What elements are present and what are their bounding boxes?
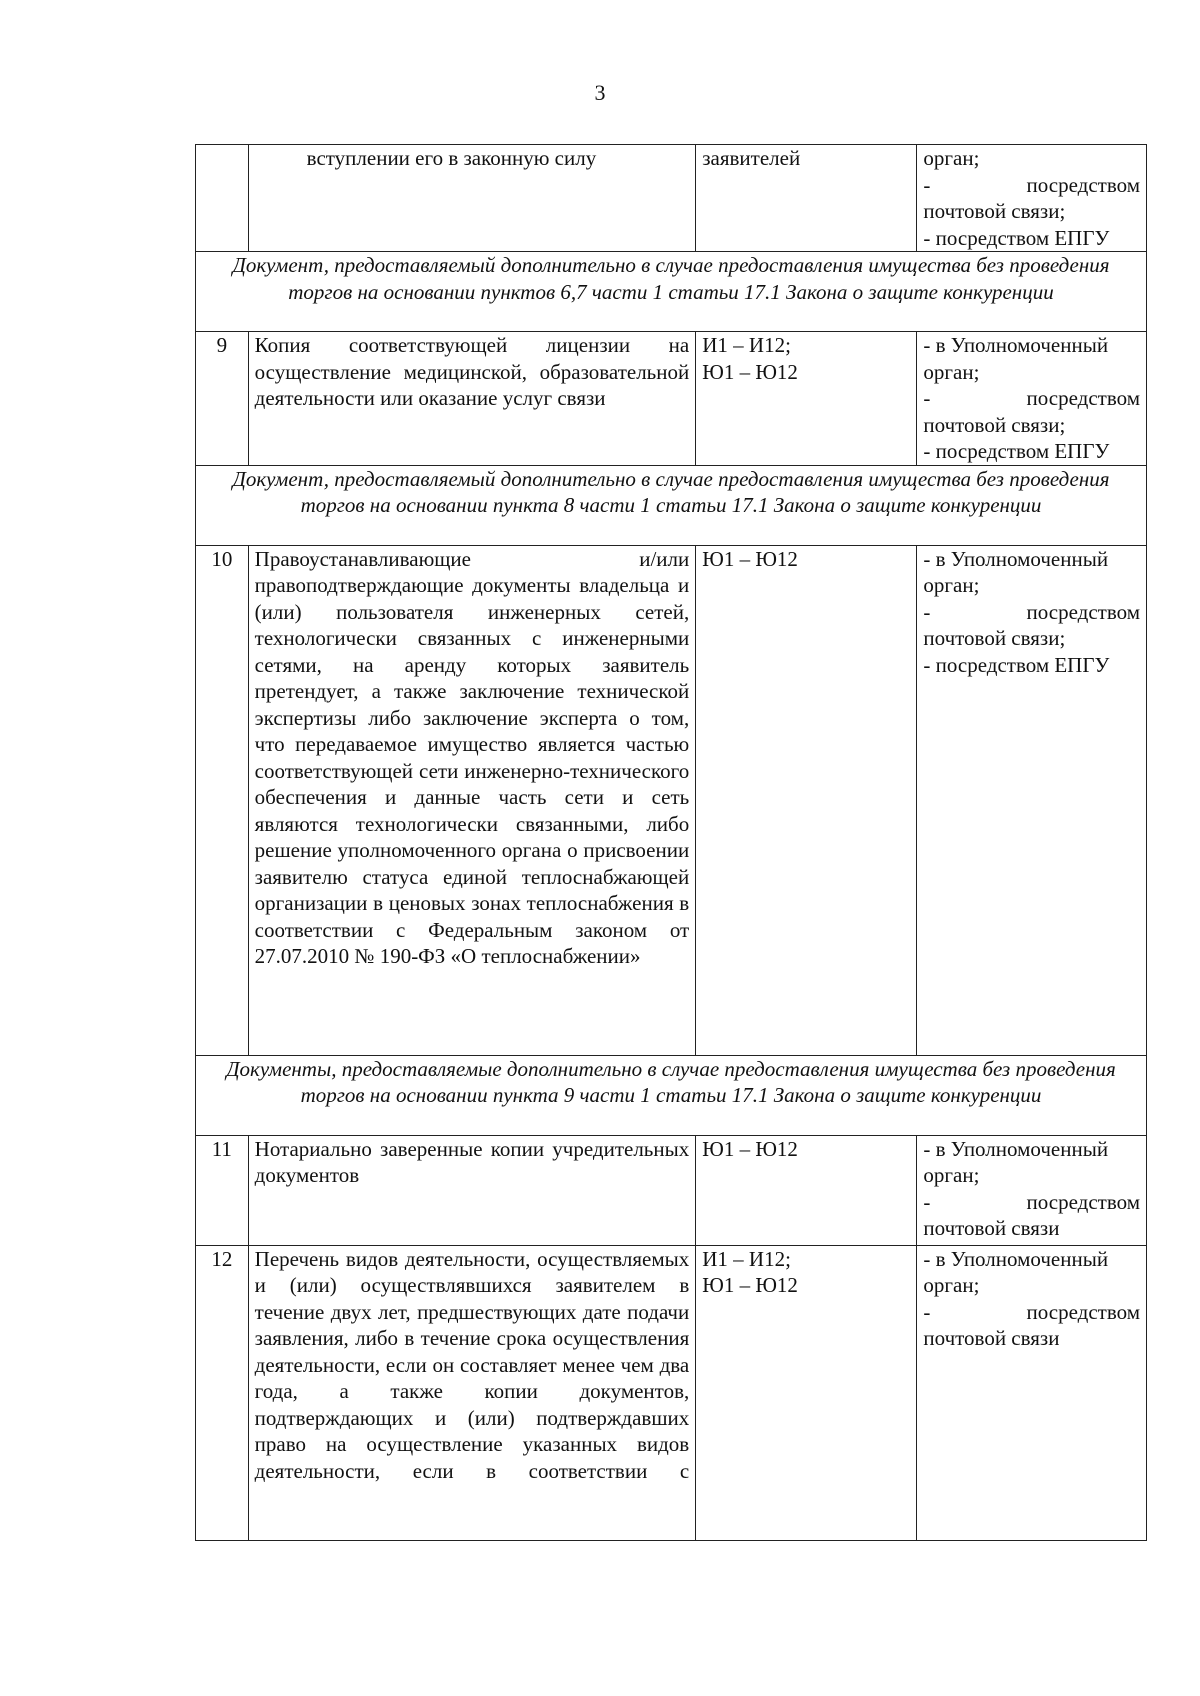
applicants-cell [696, 145, 917, 252]
section-header: Документ, предоставляемый дополнительно в случае предоставления имущества без проведения торгов на основании пунктов 6,7 части 1 статьи 17.1 Закона о защите конкуренции [196, 252, 1147, 332]
applicants-cell [696, 332, 917, 466]
method-line: почтовой связи; [923, 199, 1066, 223]
submission-method-cell [917, 1245, 1147, 1540]
submission-method-cell [917, 332, 1147, 466]
applicant-codes: Ю1 – Ю12 [702, 1273, 798, 1297]
method-line: - посредством ЕПГУ [923, 225, 1110, 250]
method-line: почтовой связи; [923, 626, 1066, 650]
method-line: - в Уполномоченный [923, 546, 1109, 571]
applicant-codes: И1 – И12; [702, 333, 791, 357]
table-row [196, 332, 1147, 466]
method-line: - посредством [923, 172, 1140, 197]
applicants-cell [696, 1245, 917, 1540]
method-line: орган; [923, 1163, 980, 1187]
section-header: Документы, предоставляемые дополнительно в случае предоставления имущества без проведения торгов на основании пункта 9 части 1 статьи 17.1 Закона о защите конкуренции [196, 1055, 1147, 1135]
method-line: орган; [923, 359, 980, 384]
applicants-text: заявителей [702, 146, 801, 170]
applicant-codes: И1 – И12; [702, 1246, 791, 1271]
documents-table [195, 144, 1147, 1541]
applicant-codes: Ю1 – Ю12 [702, 1136, 798, 1161]
table-row [196, 1135, 1147, 1245]
method-line: орган; [923, 1273, 980, 1297]
row-number: 10 [196, 545, 249, 1055]
table-row [196, 545, 1147, 1055]
method-line: орган; [923, 146, 980, 170]
row-number: 12 [196, 1245, 249, 1540]
method-line: - посредством ЕПГУ [923, 439, 1110, 463]
document-name: Правоустанавливающие и/или правоподтверждающие документы владельца и (или) пользователя инженерных сетей, технологически связанных с инженерными сетями, на аренду которых заявитель претендует, а также заключение технической экспертизы либо заключение эксперта о том, что передаваемое имущество является частью соответствующей сети инженерно-технического обеспечения и данные часть сети и сеть являются технологически связанными, либо решение уполномоченного органа о присвоении заявителю статуса единой теплоснабжающей организации в ценовых зонах теплоснабжения в соответствии с Федеральным законом от 27.07.2010 № 190-ФЗ «О теплоснабжении» [248, 545, 696, 1055]
method-line: - в Уполномоченный [923, 1246, 1109, 1271]
section-header-row [196, 1055, 1147, 1135]
applicants-cell [696, 545, 917, 1055]
method-line: - посредством [923, 1299, 1140, 1324]
row-number: 11 [196, 1135, 249, 1245]
method-line: почтовой связи [923, 1326, 1060, 1350]
section-header-row [196, 465, 1147, 545]
method-line: почтовой связи; [923, 412, 1066, 437]
method-line: орган; [923, 573, 980, 597]
submission-method-cell [917, 545, 1147, 1055]
row-number-cell [196, 145, 249, 252]
section-header: Документ, предоставляемый дополнительно в случае предоставления имущества без проведения торгов на основании пункта 8 части 1 статьи 17.1 Закона о защите конкуренции [196, 465, 1147, 545]
page-number: 3 [594, 80, 606, 105]
document-name: Нотариально заверенные копии учредительных документов [248, 1135, 696, 1245]
table-row [196, 1245, 1147, 1540]
document-name: вступлении его в законную силу [306, 146, 597, 170]
document-name-cell [248, 145, 696, 252]
method-line: почтовой связи [923, 1216, 1060, 1240]
method-line: - посредством [923, 386, 1140, 410]
submission-method-cell [917, 1135, 1147, 1245]
table-row [196, 145, 1147, 252]
applicants-cell [696, 1135, 917, 1245]
document-name: Перечень видов деятельности, осуществляемых и (или) осуществлявшихся заявителем в течение двух лет, предшествующих дате подачи заявления, либо в течение срока осуществления деятельности, если он составляет менее чем два года, а также копии документов, подтверждающих и (или) подтверждавших право на осуществление указанных видов деятельности, если в соответствии с [248, 1245, 696, 1540]
method-line: - в Уполномоченный [923, 1136, 1109, 1161]
method-line: - в Уполномоченный [923, 333, 1109, 357]
method-line: - посредством [923, 599, 1140, 624]
applicant-codes: Ю1 – Ю12 [702, 359, 798, 384]
method-line: - посредством [923, 1189, 1140, 1214]
method-line: - посредством ЕПГУ [923, 652, 1110, 677]
document-name: Копия соответствующей лицензии на осуществление медицинской, образовательной деятельности или оказание услуг связи [248, 332, 696, 466]
row-number: 9 [196, 332, 249, 466]
applicant-codes: Ю1 – Ю12 [702, 546, 798, 571]
submission-method-cell [917, 145, 1147, 252]
section-header-row [196, 252, 1147, 332]
